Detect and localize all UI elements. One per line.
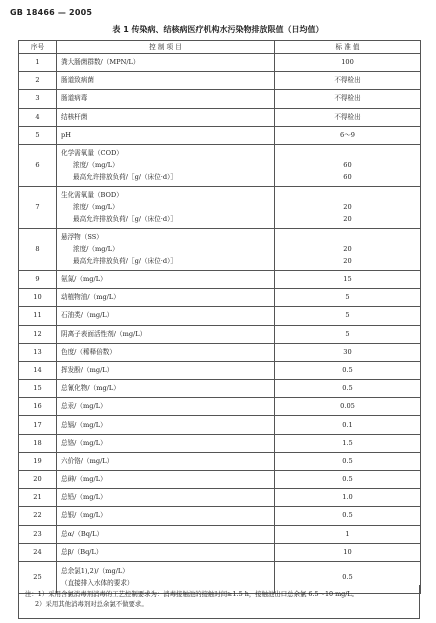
row-no: 19 — [19, 452, 57, 470]
row-value: 1 — [275, 525, 421, 543]
row-value — [275, 186, 421, 228]
row-item: 肠道病毒 — [57, 90, 275, 108]
row-item: 粪大肠菌群数/（MPN/L） — [57, 54, 275, 72]
row-subitem: 最高允许排放负荷/［g/（床位·d）］ — [73, 214, 177, 223]
row-value — [275, 228, 421, 270]
row-no: 2 — [19, 72, 57, 90]
table-row — [19, 361, 421, 379]
table-row — [19, 54, 421, 72]
table-row — [19, 186, 421, 228]
row-item: 总镉/（mg/L） — [57, 416, 275, 434]
row-no: 17 — [19, 416, 57, 434]
row-subitem: （直接排入水体的要求） — [61, 578, 134, 587]
table-row — [19, 72, 421, 90]
row-item — [57, 228, 275, 270]
row-value: 5 — [275, 289, 421, 307]
row-no: 4 — [19, 108, 57, 126]
row-item: 总汞/（mg/L） — [57, 398, 275, 416]
row-value: 0.1 — [275, 416, 421, 434]
row-item: pH — [57, 126, 275, 144]
row-value: 1.5 — [275, 434, 421, 452]
table-row — [19, 434, 421, 452]
row-subvalue: 20 — [343, 256, 352, 265]
row-item-title: 生化需氧量（BOD） — [61, 190, 123, 199]
table-row — [19, 398, 421, 416]
row-item: 结核杆菌 — [57, 108, 275, 126]
row-subvalue: 20 — [343, 244, 352, 253]
table-header-row — [19, 41, 421, 54]
row-item-title: 悬浮物（SS） — [61, 232, 103, 241]
table-row — [19, 380, 421, 398]
table-row — [19, 325, 421, 343]
row-subvalue: 20 — [343, 202, 352, 211]
row-subitem: 浓度/（mg/L） — [73, 160, 119, 169]
row-no: 3 — [19, 90, 57, 108]
row-no: 23 — [19, 525, 57, 543]
emission-limits-table — [18, 40, 421, 594]
row-no: 1 — [19, 54, 57, 72]
row-item: 总α/（Bq/L） — [57, 525, 275, 543]
standard-code: GB 18466 — 2005 — [10, 8, 93, 17]
row-value: 0.5 — [275, 452, 421, 470]
row-item: 挥发酚/（mg/L） — [57, 361, 275, 379]
row-item-title: 总余氯1),2)/（mg/L） — [61, 566, 129, 575]
table-row — [19, 507, 421, 525]
row-value: 100 — [275, 54, 421, 72]
table-row — [19, 289, 421, 307]
table-row — [19, 228, 421, 270]
row-value: 0.5 — [275, 507, 421, 525]
row-no: 11 — [19, 307, 57, 325]
row-item: 六价铬/（mg/L） — [57, 452, 275, 470]
row-value: 1.0 — [275, 489, 421, 507]
table-row — [19, 126, 421, 144]
row-no: 9 — [19, 270, 57, 288]
header-no: 序号 — [19, 41, 57, 54]
table-row — [19, 452, 421, 470]
row-no: 12 — [19, 325, 57, 343]
row-item: 石油类/（mg/L） — [57, 307, 275, 325]
row-no: 5 — [19, 126, 57, 144]
table-row — [19, 471, 421, 489]
row-subvalue: 20 — [343, 214, 352, 223]
table-row — [19, 90, 421, 108]
row-item: 总银/（mg/L） — [57, 507, 275, 525]
row-value: 0.5 — [275, 361, 421, 379]
row-value: 15 — [275, 270, 421, 288]
row-item: 总铅/（mg/L） — [57, 489, 275, 507]
row-value: 不得检出 — [275, 72, 421, 90]
table-notes — [18, 585, 420, 619]
row-no: 7 — [19, 186, 57, 228]
row-item-title: 化学需氧量（COD） — [61, 148, 123, 157]
row-item: 色度/（稀释倍数） — [57, 343, 275, 361]
row-value: 0.5 — [275, 471, 421, 489]
row-no: 10 — [19, 289, 57, 307]
row-subvalue: 60 — [343, 160, 352, 169]
row-no: 14 — [19, 361, 57, 379]
row-no: 13 — [19, 343, 57, 361]
note-2: 2）采用其他消毒剂对总余氯不做要求。 — [35, 600, 148, 608]
header-item: 控 制 项 目 — [57, 41, 275, 54]
table-row — [19, 307, 421, 325]
row-value: 不得检出 — [275, 90, 421, 108]
table-row — [19, 108, 421, 126]
row-subitem: 最高允许排放负荷/［g/（床位·d）］ — [73, 256, 177, 265]
note-1: 注：1）采用含氯消毒剂消毒的工艺控制要求为：消毒接触池的接触时间≥1.5 h，接触池出口总余氯 6.5～10 mg/L。 — [25, 590, 359, 598]
row-value: 10 — [275, 543, 421, 561]
row-value: 0.5 — [275, 561, 421, 593]
row-value: 0.5 — [275, 380, 421, 398]
row-no: 6 — [19, 144, 57, 186]
row-item — [57, 186, 275, 228]
row-item — [57, 144, 275, 186]
row-value: 30 — [275, 343, 421, 361]
row-value: 0.05 — [275, 398, 421, 416]
row-item: 氨氮/（mg/L） — [57, 270, 275, 288]
row-value: 6～9 — [275, 126, 421, 144]
row-value: 不得检出 — [275, 108, 421, 126]
table-title: 表 1 传染病、结核病医疗机构水污染物排放限值（日均值） — [112, 25, 324, 34]
table-row — [19, 144, 421, 186]
row-item: 总砷/（mg/L） — [57, 471, 275, 489]
table-row — [19, 489, 421, 507]
row-item: 总氰化物/（mg/L） — [57, 380, 275, 398]
row-subitem: 浓度/（mg/L） — [73, 202, 119, 211]
row-item: 阴离子表面活性剂/（mg/L） — [57, 325, 275, 343]
row-item: 动植物油/（mg/L） — [57, 289, 275, 307]
table-row — [19, 543, 421, 561]
row-no: 25 — [19, 561, 57, 593]
row-no: 24 — [19, 543, 57, 561]
row-item: 肠道致病菌 — [57, 72, 275, 90]
row-no: 8 — [19, 228, 57, 270]
row-value: 5 — [275, 325, 421, 343]
header-value: 标 准 值 — [275, 41, 421, 54]
table-row — [19, 525, 421, 543]
row-no: 18 — [19, 434, 57, 452]
table-row — [19, 343, 421, 361]
row-subitem: 最高允许排放负荷/［g/（床位·d）］ — [73, 172, 177, 181]
table-row — [19, 270, 421, 288]
row-item: 总铬/（mg/L） — [57, 434, 275, 452]
row-value — [275, 144, 421, 186]
row-subvalue: 60 — [343, 172, 352, 181]
row-no: 20 — [19, 471, 57, 489]
row-no: 21 — [19, 489, 57, 507]
table-row — [19, 416, 421, 434]
row-no: 15 — [19, 380, 57, 398]
row-no: 16 — [19, 398, 57, 416]
row-value: 5 — [275, 307, 421, 325]
row-subitem: 浓度/（mg/L） — [73, 244, 119, 253]
row-no: 22 — [19, 507, 57, 525]
row-item: 总β/（Bq/L） — [57, 543, 275, 561]
